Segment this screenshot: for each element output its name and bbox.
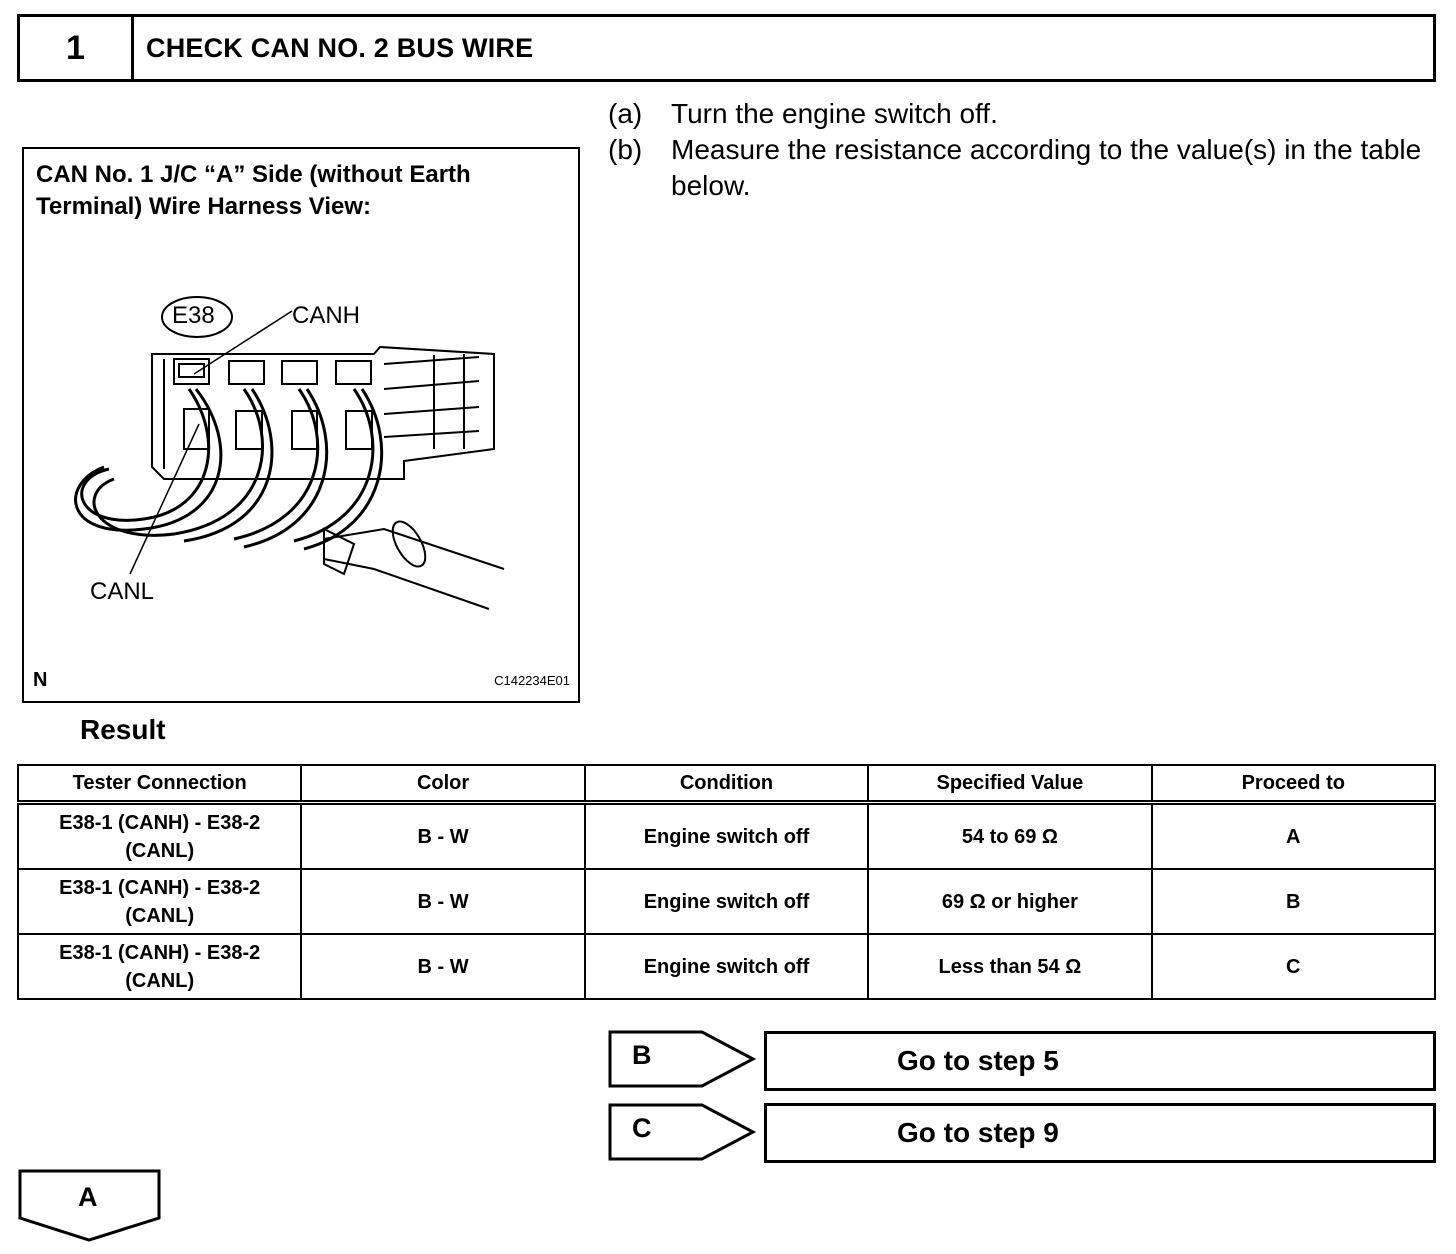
figure-title: CAN No. 1 J/C “A” Side (without Earth Terminal) Wire Harness View: [36, 161, 471, 220]
goto-step-9-button[interactable]: Go to step 9 [764, 1103, 1436, 1163]
connector-label: E38 [172, 302, 215, 329]
figure-corner-mark: N [33, 669, 48, 691]
column-header: Tester Connection [18, 765, 301, 803]
canh-callout: CANH [292, 302, 361, 329]
table-cell: C [1152, 934, 1435, 999]
column-header: Condition [585, 765, 868, 803]
table-row [18, 869, 1435, 934]
column-header: Specified Value [868, 765, 1151, 803]
step-b-text: Measure the resistance according to the value(s) in the table below. [671, 134, 1422, 201]
step-b-label: (b) [608, 134, 643, 165]
table-cell: Engine switch off [585, 869, 868, 934]
tag-c-arrow-shape [607, 1102, 757, 1162]
connector-illustration [24, 149, 578, 701]
tag-b-arrow-shape [607, 1029, 757, 1089]
step-a-text: Turn the engine switch off. [671, 98, 998, 129]
table-cell: E38-1 (CANH) - E38-2 (CANL) [18, 934, 301, 999]
column-header: Proceed to [1152, 765, 1435, 803]
table-cell: 54 to 69 Ω [868, 803, 1151, 870]
column-header: Color [301, 765, 584, 803]
figure-code: C142234E01 [494, 673, 570, 688]
table-cell: Engine switch off [585, 934, 868, 999]
connector-figure [22, 147, 580, 703]
table-header-row [18, 765, 1435, 803]
table-cell: E38-1 (CANH) - E38-2 (CANL) [18, 869, 301, 934]
continue-tag-a[interactable]: A [78, 1182, 98, 1212]
tag-c-label: C [632, 1113, 652, 1143]
table-cell: B - W [301, 934, 584, 999]
goto-step-5-button[interactable]: Go to step 5 [764, 1031, 1436, 1091]
table-row [18, 803, 1435, 870]
tag-b-label: B [632, 1040, 652, 1070]
table-cell: B - W [301, 803, 584, 870]
step-number: 1 [20, 17, 134, 79]
table-row [18, 934, 1435, 999]
table-cell: 69 Ω or higher [868, 869, 1151, 934]
table-cell: Engine switch off [585, 803, 868, 870]
table-cell: B - W [301, 869, 584, 934]
result-table [17, 764, 1436, 1000]
table-cell: Less than 54 Ω [868, 934, 1151, 999]
step-header [17, 14, 1436, 82]
table-cell: B [1152, 869, 1435, 934]
step-title: CHECK CAN NO. 2 BUS WIRE [146, 32, 534, 63]
canl-callout: CANL [90, 578, 155, 605]
table-cell: E38-1 (CANH) - E38-2 (CANL) [18, 803, 301, 870]
table-cell: A [1152, 803, 1435, 870]
result-title: Result [80, 714, 166, 745]
step-a-label: (a) [608, 98, 643, 129]
